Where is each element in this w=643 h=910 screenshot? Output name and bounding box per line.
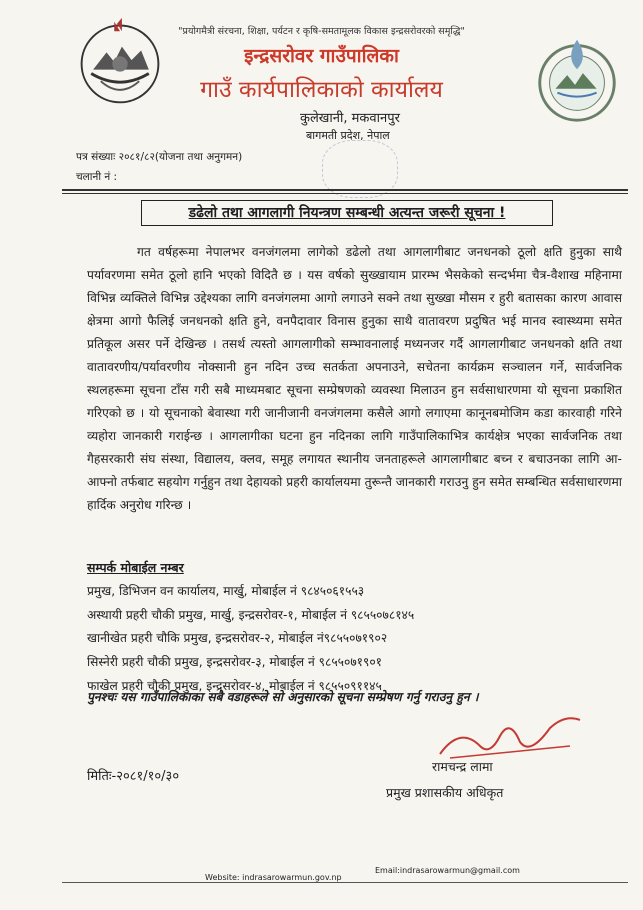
reference-number: पत्र संख्याः २०८१/८२(योजना तथा अनुगमन) [76, 151, 243, 163]
contact-item: सिस्नेरी प्रहरी चौकी प्रमुख, इन्द्रसरोवर-३, मोबाईल नं ९८५५०७१९०१ [87, 655, 383, 670]
issue-date: मितिः-२०८१/१०/३० [87, 769, 180, 784]
contact-item: खानीखेत प्रहरी चौकि प्रमुख, इन्द्रसरोवर-२, मोबाईल नं९८५५०७१९०२ [87, 631, 388, 646]
province: बागमती प्रदेश, नेपाल [306, 129, 390, 142]
notice-title: डढेलो तथा आगलागी नियन्त्रण सम्बन्धी अत्यन्त जरूरी सूचना ! [141, 200, 553, 226]
contact-item: फाखेल प्रहरी चौकी प्रमुख, इन्द्रसरोवर-४, मोबाईल नं ९८५५०९११४५ [87, 678, 382, 693]
signature-icon [430, 706, 590, 766]
signer-title: प्रमुख प्रशासकीय अधिकृत [386, 785, 504, 800]
contacts-heading: सम्पर्क मोबाईल नम्बर [87, 560, 184, 575]
contact-item: अस्थायी प्रहरी चौकी प्रमुख, मार्खु, इन्द्रसरोवर-१, मोबाईल नं ९८५५०७८१४५ [87, 607, 415, 622]
municipality-name: इन्द्रसरोवर गाउँपालिका [244, 45, 399, 67]
signer-name: रामचन्द्र लामा [432, 759, 493, 774]
footer-divider [62, 882, 628, 883]
dispatch-number: चलानी नं : [76, 171, 118, 183]
office-name: गाउँ कार्यपालिकाको कार्यालय [200, 77, 443, 103]
contact-item: प्रमुख, डिभिजन वन कार्यालय, मार्खु, मोबाईल नं ९८४५०६१५५३ [87, 584, 365, 598]
footer-website: Website: indrasarowarmun.gov.np [205, 873, 342, 882]
municipality-logo-icon [528, 30, 626, 128]
contacts-list [87, 580, 414, 699]
tagline: "प्रयोगमैत्री संरचना, शिक्षा, पर्यटन र कृषि-समतामूलक विकास इन्द्रसरोवरको समृद्धि" [178, 26, 465, 37]
header-divider-thin [62, 193, 628, 194]
header-divider [62, 189, 628, 191]
postscript: पुनश्चः यस गाउँपालिकाका सबै वडाहरूले सो अनुसारको सूचना सम्प्रेषण गर्नु गराउनु हुन । [87, 690, 479, 704]
footer-email: Email:indrasarowarmun@gmail.com [375, 866, 520, 875]
notice-body: गत वर्षहरूमा नेपालभर वनजंगलमा लागेको डढेलो तथा आगलागीबाट जनधनको ठूलो क्षति हुनुका साथै पर्यावरणमा समेत ठूलो हानि भएको विदितै छ । यस वर्षको सुख्खायाम प्रारम्भ भैसकेको सन्दर्भमा चैत्र-वैशाख महिनामा विभिन्न व्यक्तिले विभिन्न उद्देश्यका लागि वनजंगलमा आगो लगाउने सक्ने तथा सुख्खा मौसम र हुरी बतासका कारण आवास क्षेत्रमा आगो फैलिई जनधनको क्षति हुने, वनपैदावार विनास हुनुका साथै वातावरण प्रदुषित भई मानव स्वास्थ्यमा समेत प्रतिकूल असर पर्ने देखिन्छ । तसर्थ त्यस्तो आगलागीको सम्भावनालाई मध्यनजर गर्दै आगलागीबाट जनधनको क्षति तथा वातावरणीय/पर्यावरणीय नोक्सानी हुन नदिन उच्च सतर्कता अपनाउने, सचेतना कार्यक्रम सञ्चालन गर्ने, सार्वजनिक स्थलहरूमा सूचना टाँस गरी सबै माध्यमबाट सूचना सम्प्रेषणको व्यवस्था मिलाउन हुन सर्वसाधारणमा यो सूचना प्रकाशित गरिएको छ । यो सूचनाको बेवास्था गरी जानीजानी वनजंगलमा कसैले आगो लगाएमा कानूनबमोजिम कडा कारवाही गरिने व्यहोरा जानकारी गराईन्छ । आगलागीका घटना हुन नदिनका लागि गाउँपालिकाभित्र कार्यक्षेत्र भएका सार्वजनिक तथा गैहसरकारी संघ संस्था, विद्यालय, क्लव, समूह लगायत स्थानीय जनताहरूले आगलागीबाट बच्न र बचाउनका लागि आ-आफ्नो तर्फबाट सहयोग गर्नुहुन तथा देहायको प्रहरी कार्यालयमा तुरून्तै जानकारी गराउनु हुन समेत सम्बन्धित सर्वसाधारणमा हार्दिक अनुरोध गरिन्छ । [87, 245, 622, 512]
location: कुलेखानी, मकवानपुर [300, 111, 400, 126]
